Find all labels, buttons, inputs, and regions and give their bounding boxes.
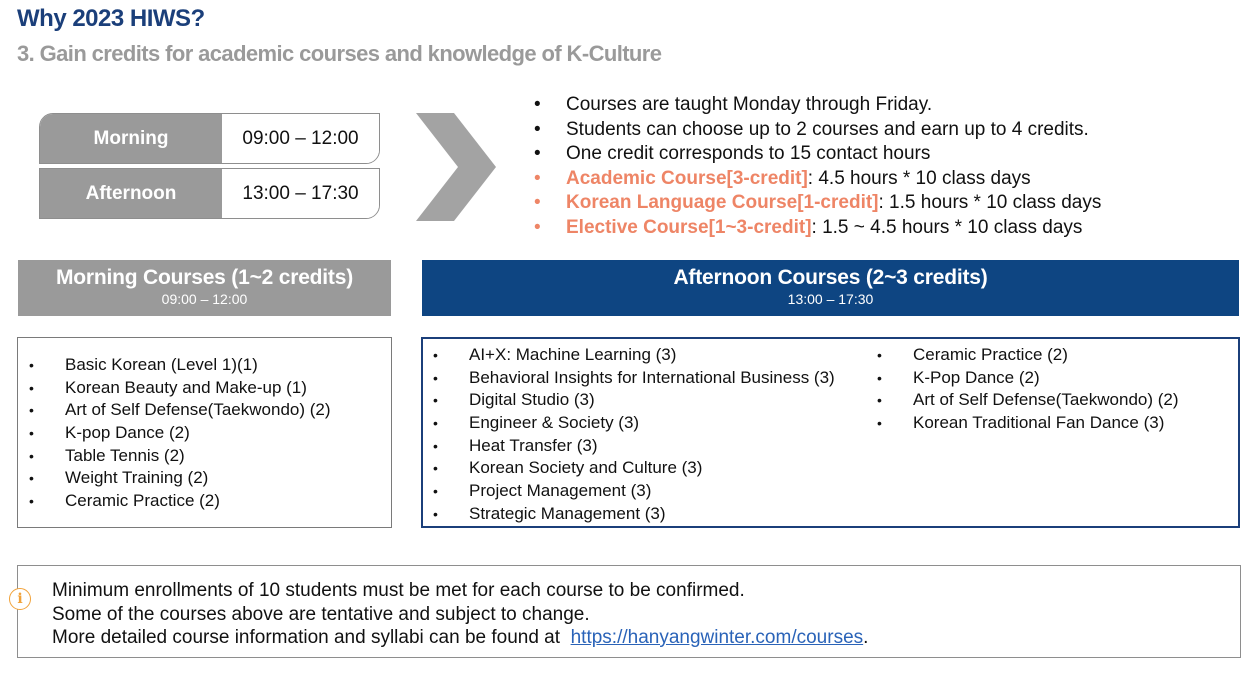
course-name: Table Tennis (2): [65, 445, 185, 465]
morning-courses-box: [17, 337, 392, 528]
list-item: • Students can choose up to 2 courses and earn up to 4 credits.: [534, 118, 1089, 140]
course-item: • Strategic Management (3): [433, 503, 666, 523]
afternoon-courses-header: [422, 260, 1239, 316]
course-name: Korean Traditional Fan Dance (3): [913, 413, 1165, 433]
course-name: K-pop Dance (2): [65, 423, 190, 443]
notice-box: [17, 565, 1241, 658]
afternoon-courses-title: Afternoon Courses (2~3 credits): [673, 266, 988, 289]
course-name: Art of Self Defense(Taekwondo) (2): [913, 390, 1179, 410]
course-name: Heat Transfer (3): [469, 435, 598, 455]
schedule-afternoon-label: Afternoon: [40, 169, 222, 218]
course-item: • Weight Training (2): [29, 468, 209, 488]
list-item: • Courses are taught Monday through Friday.: [534, 94, 933, 115]
schedule-morning-label: Morning: [40, 114, 222, 163]
course-item: • Project Management (3): [433, 481, 652, 501]
course-name: Basic Korean (Level 1)(1): [65, 355, 258, 374]
page-subtitle: 3. Gain credits for academic courses and knowledge of K-Culture: [17, 41, 662, 66]
course-item: • Art of Self Defense(Taekwondo) (2): [877, 390, 1179, 410]
course-name: K-Pop Dance (2): [913, 367, 1040, 387]
afternoon-course-list-col2: [875, 344, 1179, 435]
notice-line-3: More detailed course information and syllabi can be found at https://hanyangwinter.com/courses.: [52, 627, 869, 648]
course-item: • K-pop Dance (2): [29, 423, 190, 443]
course-item: • AI+X: Machine Learning (3): [433, 345, 677, 364]
morning-courses-title: Morning Courses (1~2 credits): [55, 266, 354, 289]
list-item: • Korean Language Course[1-credit]: 1.5 hours * 10 class days: [534, 192, 1102, 213]
course-name: AI+X: Machine Learning (3): [469, 345, 677, 364]
korean-language-course-label: Korean Language Course[1-credit]: [566, 192, 879, 213]
chevron-right-icon: [416, 113, 498, 221]
notice-text: [52, 579, 868, 650]
course-item: • Art of Self Defense(Taekwondo) (2): [29, 400, 331, 420]
notice-line-2: Some of the courses above are tentative and subject to change.: [52, 603, 590, 625]
afternoon-course-list-col1: [431, 344, 835, 526]
course-name: Digital Studio (3): [469, 390, 595, 410]
course-item: • Digital Studio (3): [433, 390, 595, 410]
notice-line-1: Minimum enrollments of 10 students must be met for each course to be confirmed.: [52, 580, 745, 601]
schedule-afternoon: [39, 168, 380, 219]
list-item: • Academic Course[3-credit]: 4.5 hours * 10 class days: [534, 167, 1031, 189]
afternoon-courses-time: 13:00 – 17:30: [787, 291, 874, 307]
course-name: Korean Society and Culture (3): [469, 458, 703, 478]
course-item: • Korean Society and Culture (3): [433, 458, 703, 478]
course-item: • Korean Beauty and Make-up (1): [29, 377, 307, 397]
course-name: Project Management (3): [469, 481, 652, 501]
courses-link[interactable]: https://hanyangwinter.com/courses: [570, 627, 864, 648]
course-name: Korean Beauty and Make-up (1): [65, 377, 307, 397]
list-item: • One credit corresponds to 15 contact hours: [534, 143, 931, 164]
course-name: Ceramic Practice (2): [65, 491, 220, 511]
course-item: • Korean Traditional Fan Dance (3): [877, 413, 1165, 433]
course-name: Behavioral Insights for International Business (3): [469, 367, 835, 387]
elective-course-label: Elective Course[1~3-credit]: [566, 216, 812, 238]
morning-course-list: [27, 354, 331, 513]
morning-courses-time: 09:00 – 12:00: [161, 291, 248, 307]
afternoon-courses-box: [421, 337, 1240, 528]
course-item: • Heat Transfer (3): [433, 435, 598, 455]
list-item: • Elective Course[1~3-credit]: 1.5 ~ 4.5 hours * 10 class days: [534, 216, 1083, 238]
course-info-list: [530, 93, 1101, 240]
academic-course-label: Academic Course[3-credit]: [566, 167, 808, 189]
course-name: Engineer & Society (3): [469, 413, 640, 433]
course-item: • Basic Korean (Level 1)(1): [29, 355, 258, 374]
course-name: Ceramic Practice (2): [913, 345, 1068, 364]
course-item: • Engineer & Society (3): [433, 413, 640, 433]
morning-courses-header: [18, 260, 391, 316]
course-name: Art of Self Defense(Taekwondo) (2): [65, 400, 331, 420]
schedule-afternoon-time: 13:00 – 17:30: [222, 169, 379, 218]
schedule-morning: [39, 113, 380, 164]
page-title: Why 2023 HIWS?: [17, 5, 205, 32]
schedule-morning-time: 09:00 – 12:00: [222, 114, 379, 163]
course-item: • Ceramic Practice (2): [877, 345, 1068, 364]
info-icon: i: [9, 588, 31, 610]
course-name: Weight Training (2): [65, 468, 209, 488]
course-item: • Behavioral Insights for International Business (3): [433, 367, 835, 387]
course-item: • K-Pop Dance (2): [877, 367, 1040, 387]
course-name: Strategic Management (3): [469, 503, 666, 523]
course-item: • Ceramic Practice (2): [29, 491, 220, 511]
course-item: • Table Tennis (2): [29, 445, 185, 465]
